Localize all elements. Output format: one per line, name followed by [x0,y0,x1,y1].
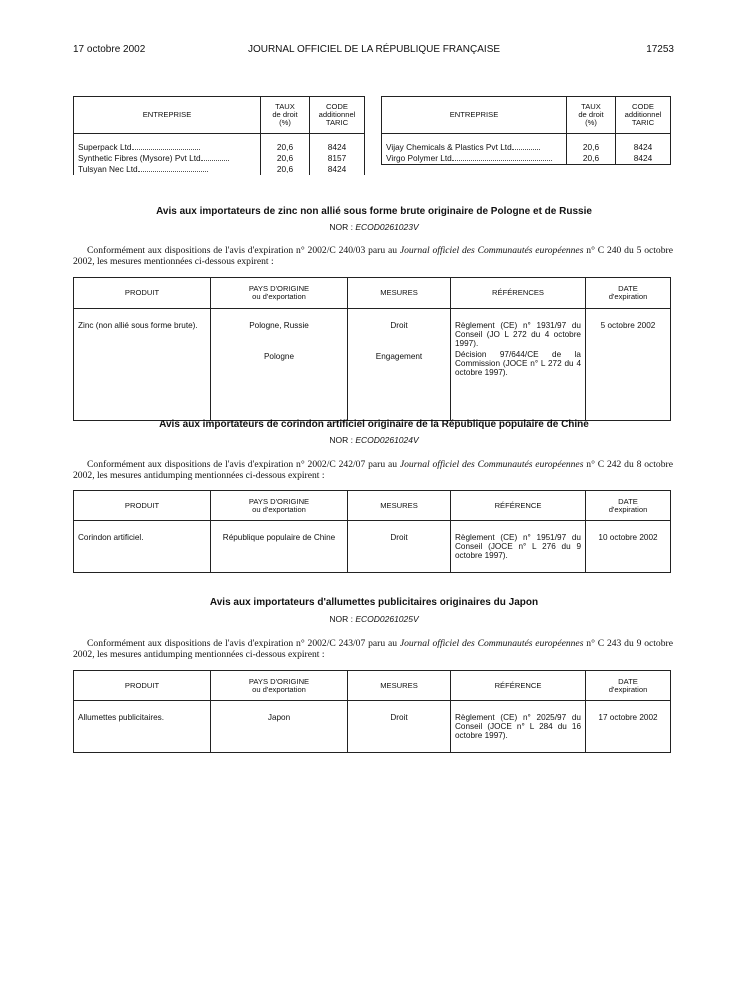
table-row [74,701,671,753]
header-rate: TAUX de droit (%) [261,97,310,134]
nor-reference: NOR : ECOD0261024V [329,435,419,445]
reference-cell: Règlement (CE) n° 1931/97 du Conseil (JO L 272 du 4 octobre 1997). Décision 97/644/CE de la Commission (JOCE n° L 272 du 4 octobre 1997). [451,309,586,421]
measures-table [73,670,671,753]
header-company: ENTREPRISE [382,97,567,134]
country-cell: Pologne, Russie Pologne [211,309,348,421]
country-cell: Japon [211,701,348,753]
table-row [74,153,365,164]
page-number: 17253 [646,44,674,55]
measure-cell: Droit [348,701,451,753]
measures-table [73,277,671,421]
company-name: Synthetic Fibres (Mysore) Pvt Ltd [78,153,201,163]
col-country: PAYS D'ORIGINE ou d'exportation [211,671,348,701]
header-title: JOURNAL OFFICIEL DE LA RÉPUBLIQUE FRANÇAISE [247,44,501,55]
header-code: CODE additionnel TARIC [310,97,365,134]
col-country: PAYS D'ORIGINE ou d'exportation [211,491,348,521]
code-value: 8424 [310,134,365,154]
rate-value: 20,6 [261,164,310,175]
reference-cell: Règlement (CE) n° 1951/97 du Conseil (JOCE n° L 276 du 9 octobre 1997). [451,521,586,573]
table-row [74,134,365,154]
code-value: 8157 [310,153,365,164]
code-value: 8424 [616,134,671,154]
company-name: Superpack Ltd [78,142,132,152]
code-value: 8424 [616,153,671,165]
companies-table-right [381,96,671,165]
notice-paragraph: Conformément aux dispositions de l'avis d'expiration n° 2002/C 242/07 paru au Journal officiel des Communautés européennes n° C 242 du 8 octobre 2002, les mesures antidumping mentionnées ci-dessous expirent : [73,459,673,481]
product-cell: Zinc (non allié sous forme brute). [74,309,211,421]
table-row [74,164,365,175]
rate-value: 20,6 [261,134,310,154]
date-cell: 5 octobre 2002 [586,309,671,421]
country-cell: République populaire de Chine [211,521,348,573]
date-cell: 17 octobre 2002 [586,701,671,753]
notice-title: Avis aux importateurs de corindon artificiel originaire de la République populaire de Chine [159,419,589,430]
company-name: Virgo Polymer Ltd [386,153,452,163]
notice-title: Avis aux importateurs d'allumettes publicitaires originaires du Japon [209,597,539,608]
reference-cell: Règlement (CE) n° 2025/97 du Conseil (JOCE n° L 284 du 16 octobre 1997). [451,701,586,753]
header-date: 17 octobre 2002 [73,44,146,55]
company-name: Vijay Chemicals & Plastics Pvt Ltd [386,142,512,152]
col-measures: MESURES [348,491,451,521]
table-row [74,309,671,421]
code-value: 8424 [310,164,365,175]
col-date: DATE d'expiration [586,278,671,309]
col-measures: MESURES [348,671,451,701]
measures-table [73,490,671,573]
rate-value: 20,6 [567,134,616,154]
measure-cell: Droit Engagement [348,309,451,421]
rate-value: 20,6 [261,153,310,164]
header-code: CODE additionnel TARIC [616,97,671,134]
header-company: ENTREPRISE [74,97,261,134]
date-cell: 10 octobre 2002 [586,521,671,573]
product-cell: Corindon artificiel. [74,521,211,573]
nor-reference: NOR : ECOD0261023V [329,222,419,232]
table-row [382,153,671,165]
nor-reference: NOR : ECOD0261025V [329,614,419,624]
table-row [382,134,671,154]
col-measures: MESURES [348,278,451,309]
col-date: DATE d'expiration [586,671,671,701]
col-country: PAYS D'ORIGINE ou d'exportation [211,278,348,309]
notice-paragraph: Conformément aux dispositions de l'avis d'expiration n° 2002/C 240/03 paru au Journal officiel des Communautés européennes n° C 240 du 5 octobre 2002, les mesures mentionnées ci-dessous expirent : [73,245,673,267]
col-references: RÉFÉRENCE [451,671,586,701]
notice-title: Avis aux importateurs de zinc non allié sous forme brute originaire de Pologne et de Russie [156,206,592,217]
col-date: DATE d'expiration [586,491,671,521]
col-product: PRODUIT [74,671,211,701]
header-rate: TAUX de droit (%) [567,97,616,134]
col-product: PRODUIT [74,491,211,521]
col-references: RÉFÉRENCE [451,491,586,521]
notice-paragraph: Conformément aux dispositions de l'avis d'expiration n° 2002/C 243/07 paru au Journal officiel des Communautés européennes n° C 243 du 9 octobre 2002, les mesures antidumping mentionnées ci-dessous expirent : [73,638,673,660]
table-row [74,521,671,573]
company-name: Tulsyan Nec Ltd [78,164,138,174]
col-references: RÉFÉRENCES [451,278,586,309]
col-product: PRODUIT [74,278,211,309]
measure-cell: Droit [348,521,451,573]
companies-table-left [73,96,365,175]
rate-value: 20,6 [567,153,616,165]
product-cell: Allumettes publicitaires. [74,701,211,753]
